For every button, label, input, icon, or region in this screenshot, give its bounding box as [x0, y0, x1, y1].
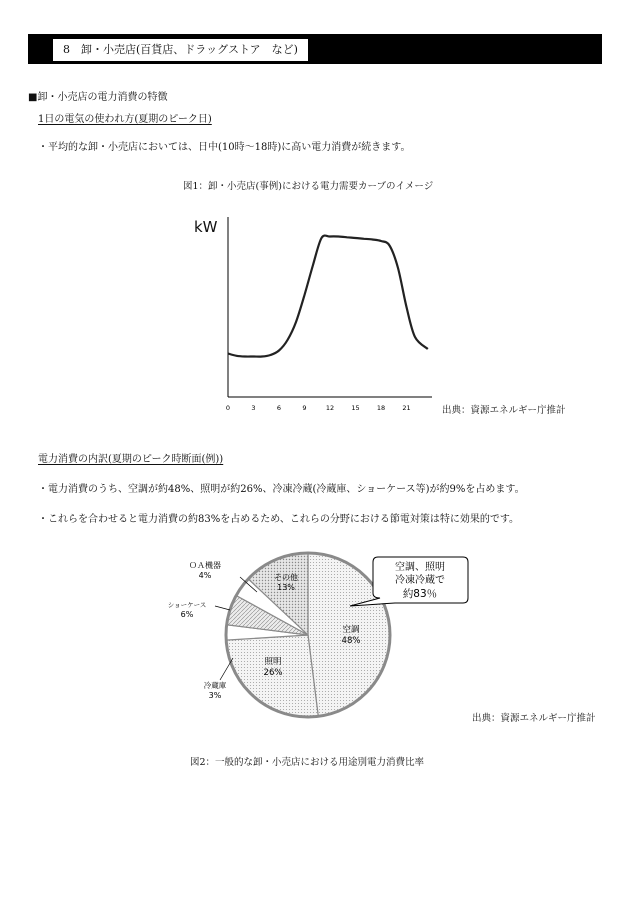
- callout-line2: 冷凍冷蔵で: [395, 575, 445, 586]
- y-axis-label: kW: [194, 218, 218, 236]
- callout-line1: 空調、照明: [395, 562, 445, 573]
- subheading-breakdown: 電力消費の内訳(夏期のピーク時断面(例)): [38, 454, 224, 465]
- section-heading: ■卸・小売店の電力消費の特徴: [28, 92, 168, 103]
- x-tick-label: 3: [251, 404, 256, 412]
- x-tick-label: 12: [325, 404, 335, 412]
- x-tick-label: 21: [402, 404, 411, 412]
- value-lighting: 26%: [263, 668, 283, 678]
- bullet-effectiveness: ・これらを合わせると電力消費の約83%を占めるため、これらの分野における節電対策は特に効果的です。: [38, 514, 520, 525]
- label-fridge: 冷蔵庫: [203, 681, 227, 690]
- figure2-source: 出典：資源エネルギー庁推計: [472, 713, 596, 724]
- x-tick-label: 6: [276, 404, 282, 412]
- x-tick-label: 18: [376, 404, 386, 412]
- label-other: その他: [274, 573, 298, 582]
- leader-showcase: [215, 606, 230, 610]
- figure1-caption: 図1：卸・小売店(事例)における電力需要カーブのイメージ: [183, 181, 434, 192]
- label-oa: ＯＡ機器: [189, 561, 221, 570]
- value-fridge: 3%: [208, 691, 222, 700]
- subheading-daily-usage: 1日の電気の使われ方(夏期のピーク日): [38, 114, 212, 125]
- value-other: 13%: [277, 583, 295, 592]
- x-tick-label: 15: [351, 404, 360, 412]
- leader-fridge: [220, 658, 233, 680]
- demand-curve-chart: [180, 205, 440, 420]
- label-showcase: ショーケース: [167, 601, 207, 609]
- usage-pie-chart: [165, 540, 485, 725]
- x-tick-label: 9: [302, 404, 307, 412]
- callout-line3: 約83％: [402, 588, 438, 600]
- bullet-breakdown: ・電力消費のうち、空調が約48%、照明が約26%、冷凍冷蔵(冷蔵庫、ショーケース等)が約9%を占めます。: [38, 484, 525, 495]
- value-showcase: 6%: [180, 610, 194, 619]
- label-ac: 空調: [342, 625, 360, 635]
- section-title: 8 卸・小売店(百貨店、ドラッグストア など): [52, 38, 309, 62]
- figure2-caption: 図2：一般的な卸・小売店における用途別電力消費比率: [190, 757, 425, 768]
- value-oa: 4%: [198, 571, 212, 580]
- figure1-source: 出典：資源エネルギー庁推計: [442, 405, 566, 416]
- value-ac: 48%: [341, 636, 361, 646]
- bullet-daily-usage: ・平均的な卸・小売店においては、日中(10時〜18時)に高い電力消費が続きます。: [38, 142, 411, 153]
- x-tick-label: 0: [225, 404, 231, 412]
- demand-line: [228, 236, 428, 357]
- label-lighting: 照明: [264, 657, 282, 667]
